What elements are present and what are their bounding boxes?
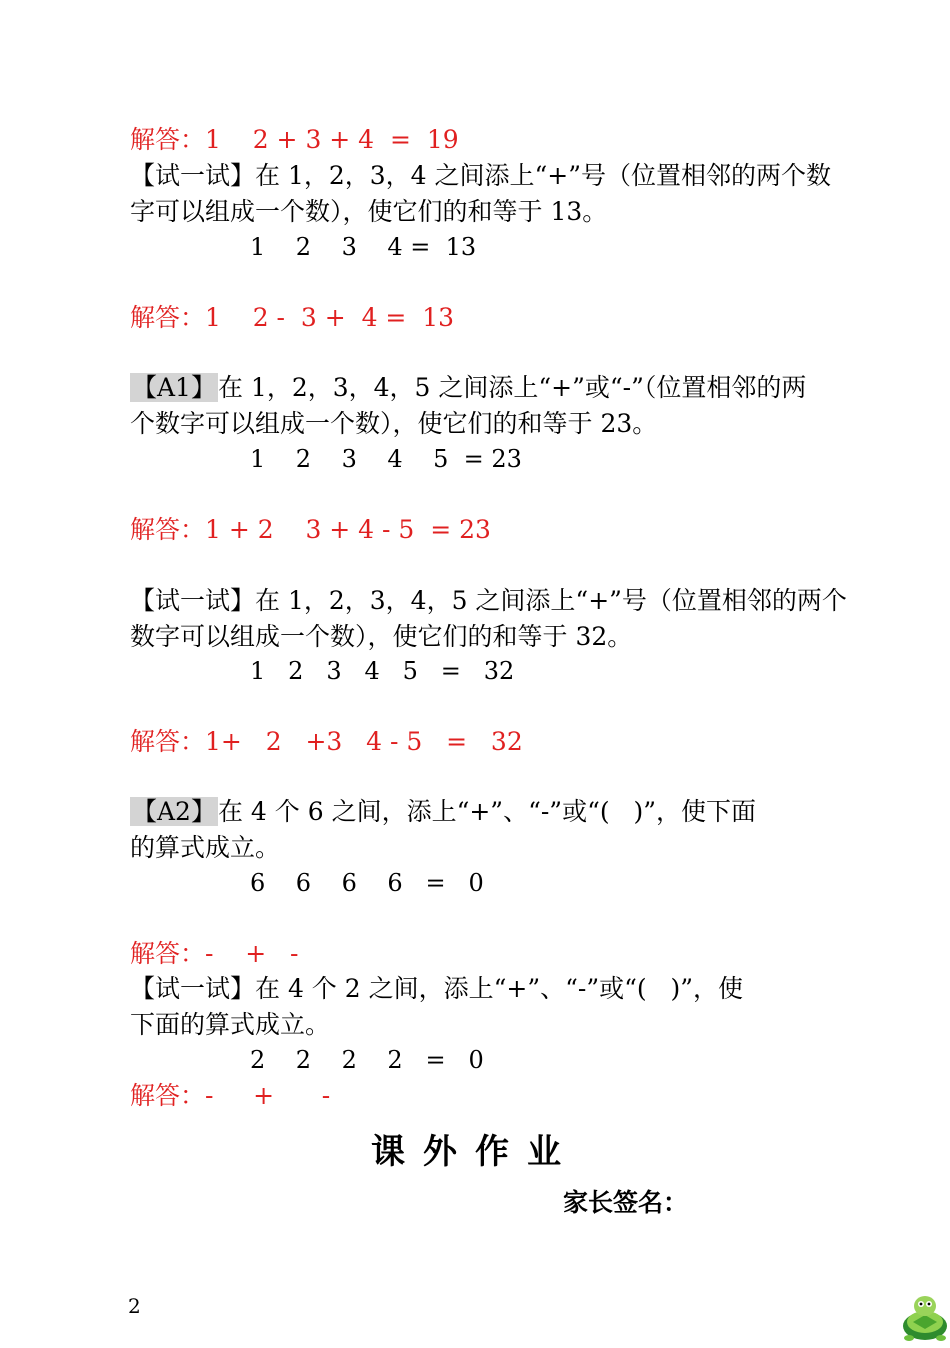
problem-a1-text: 在 1，2，3，4，5 之间添上“+”或“-”（位置相邻的两 xyxy=(217,373,807,402)
parent-signature-label: 家长签名： xyxy=(563,1188,689,1217)
problem-a1-line-1 xyxy=(130,370,806,406)
try-2-equation: 1 2 3 4 5 = 32 xyxy=(250,657,515,685)
problem-a2-line-1 xyxy=(130,794,756,830)
problem-a2-line-2: 的算式成立。 xyxy=(130,833,281,862)
turtle-icon xyxy=(900,1288,950,1348)
answer-6: 解答：- + - xyxy=(130,1081,331,1110)
page-number: 2 xyxy=(128,1294,141,1318)
problem-a2-tag: 【A2】 xyxy=(132,797,216,826)
homework-title: 课外作业 xyxy=(371,1132,579,1172)
problem-a2-text: 在 4 个 6 之间，添上“+”、“-”或“( )”，使下面 xyxy=(217,797,756,826)
try-2-line-1: 【试一试】在 1，2，3，4，5 之间添上“+”号（位置相邻的两个 xyxy=(130,586,847,615)
try-2-line-2: 数字可以组成一个数），使它们的和等于 32。 xyxy=(130,622,633,651)
try-1-equation: 1 2 3 4 = 13 xyxy=(250,233,477,261)
try-1-line-2: 字可以组成一个数），使它们的和等于 13。 xyxy=(130,197,608,226)
try-3-line-1: 【试一试】在 4 个 2 之间，添上“+”、“-”或“( )”，使 xyxy=(130,974,744,1003)
problem-a1-equation: 1 2 3 4 5 = 23 xyxy=(250,445,522,473)
try-1-line-1: 【试一试】在 1，2，3，4 之间添上“+”号（位置相邻的两个数 xyxy=(130,161,832,190)
answer-3: 解答：1 + 2 3 + 4 - 5 = 23 xyxy=(130,515,491,544)
answer-2: 解答：1 2 - 3 + 4 = 13 xyxy=(130,303,455,332)
answer-4: 解答：1+ 2 +3 4 - 5 = 32 xyxy=(130,727,523,756)
problem-a1-line-2: 个数字可以组成一个数），使它们的和等于 23。 xyxy=(130,409,658,438)
problem-a2-equation: 6 6 6 6 = 0 xyxy=(250,869,484,897)
answer-5: 解答：- + - xyxy=(130,939,299,968)
answer-1: 解答：1 2 + 3 + 4 = 19 xyxy=(130,125,459,154)
problem-a1-tag: 【A1】 xyxy=(132,373,216,402)
try-3-equation: 2 2 2 2 = 0 xyxy=(250,1046,484,1074)
try-3-line-2: 下面的算式成立。 xyxy=(130,1010,331,1039)
